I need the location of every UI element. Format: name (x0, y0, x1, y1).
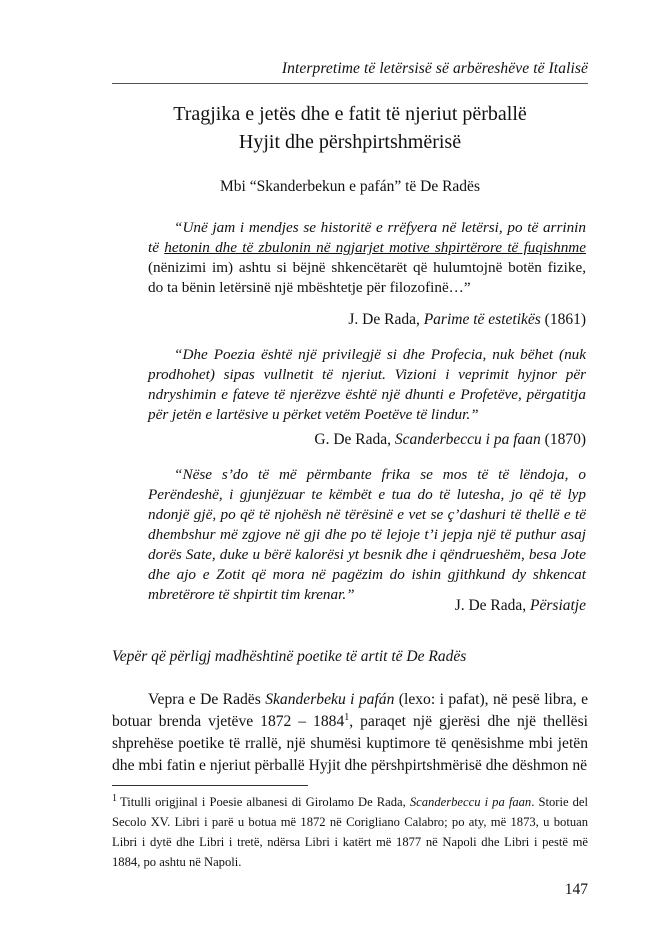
epigraph-3: “Nëse s’do të më përmbante frika se mos të të lëndoja, o Perëndeshë, i gjunjëzuar te këmbët e tua do të lutesha, jo që të lyp ndonjë gjë, po që të njohësh në tërësinë e vet se ç’dashuri të thellë e të dhembshur më zgjove në gji dhe po të lejoje t’i jepja një të puthur asaj dorës Sate, duke u bërë kalorësi yt besnik dhe i qëndrueshëm, besa Jote dhe ajo e Zotit që mora në pagëzim do ishin gjithkund dy shkencat mbretërore të shpirtit tim krenar.” (148, 466, 586, 603)
epigraph-3-author: J. De Rada, (454, 597, 531, 614)
epigraph-1-text-before: “Unë jam i mendjes se historitë e rrëfyera në letërsi, po të arrinin të (148, 219, 586, 256)
body-text-part-2: (lexo: i pafat), në pesë libra, e botuar brenda vjetëve 1872 – 1884 (112, 691, 589, 730)
chapter-title-line-2: Hyjit dhe përshpirtshmërisë (238, 131, 462, 153)
chapter-title (112, 100, 588, 156)
body-work-title: Skanderbeku i pafán (265, 691, 395, 708)
epigraph-1-year: (1861) (540, 311, 586, 328)
epigraph-2-work: Scanderbeccu i pa faan (394, 431, 541, 448)
footnote-text-part-2: . Storie del Secolo XV. Libri i parë u botua më 1872 në Corigliano Calabro; po aty, më 1873, u botuan Libri i dytë dhe Libri i tretë, ndërsa Libri i katërt më 1877 në Napoli dhe Libri i pestë më 1884, po ashtu në Napoli. (112, 795, 588, 869)
epigraph-1-underlined: hetonin dhe të zbulonin në ngjarjet motive shpirtërore të fuqishnme (164, 239, 587, 256)
section-heading: Vepër që përligj madhështinë poetike të artit të De Radës (112, 648, 467, 665)
epigraph-3-work: Përsiatje (530, 597, 586, 614)
footnote-mark: 1 (112, 792, 117, 804)
running-head: Interpretime të letërsisë së arbëreshëve të Italisë (281, 60, 588, 77)
epigraph-1-work: Parime të estetikës (423, 311, 541, 328)
epigraph-2-source (314, 431, 586, 449)
epigraph-2-year: (1870) (540, 431, 586, 448)
footnote-rule (112, 785, 308, 786)
chapter-title-line-1: Tragjika e jetës dhe e fatit të njeriut përballë (173, 103, 527, 125)
epigraph-2: “Dhe Poezia është një privilegjë si dhe Profecia, nuk bëhet (nuk prodhohet) sipas vullnetit të njeriut. Vizioni i veprimit hyjnor për ndryshimin e fateve të njerëzve është një dhunti e Profetëve, përgatitja për jetën e lartësive u përket vetëm Poetëve të lindur.” (148, 346, 586, 423)
chapter-subtitle: Mbi “Skanderbekun e pafán” të De Radës (220, 178, 480, 195)
footnote (112, 792, 588, 872)
body-text-part-1: Vepra e De Radës (148, 691, 266, 708)
epigraph-2-author: G. De Rada, (314, 431, 395, 448)
page-number: 147 (564, 881, 588, 898)
footnote-text-part-1: Titulli origjinal i Poesie albanesi di Girolamo De Rada, (120, 795, 410, 809)
epigraph-1-author: J. De Rada, (348, 311, 424, 328)
epigraph-1-text-after: (nënizimi im) ashtu si bëjnë shkencëtarët që hulumtojnë botën fizike, do ta bënin letërsinë një mbështetje për filozofinë…” (148, 259, 586, 296)
footnote-reference[interactable]: 1 (344, 711, 350, 723)
epigraph-1 (148, 218, 586, 298)
body-paragraph (112, 689, 588, 777)
body-text-part-3: , paraqet një gjerësi dhe një thellësi shprehëse poetike të rrallë, një shumësi kuptimore të qenësishme mbi jetën dhe mbi fatin e njeriut përballë Hyjit dhe përshpirtshmërisë dhe dëshmon në (112, 713, 588, 774)
epigraph-3-source (455, 597, 586, 615)
footnote-work-title: Scanderbeccu i pa faan (409, 795, 532, 809)
header-rule (112, 83, 588, 84)
epigraph-1-source (348, 311, 586, 329)
